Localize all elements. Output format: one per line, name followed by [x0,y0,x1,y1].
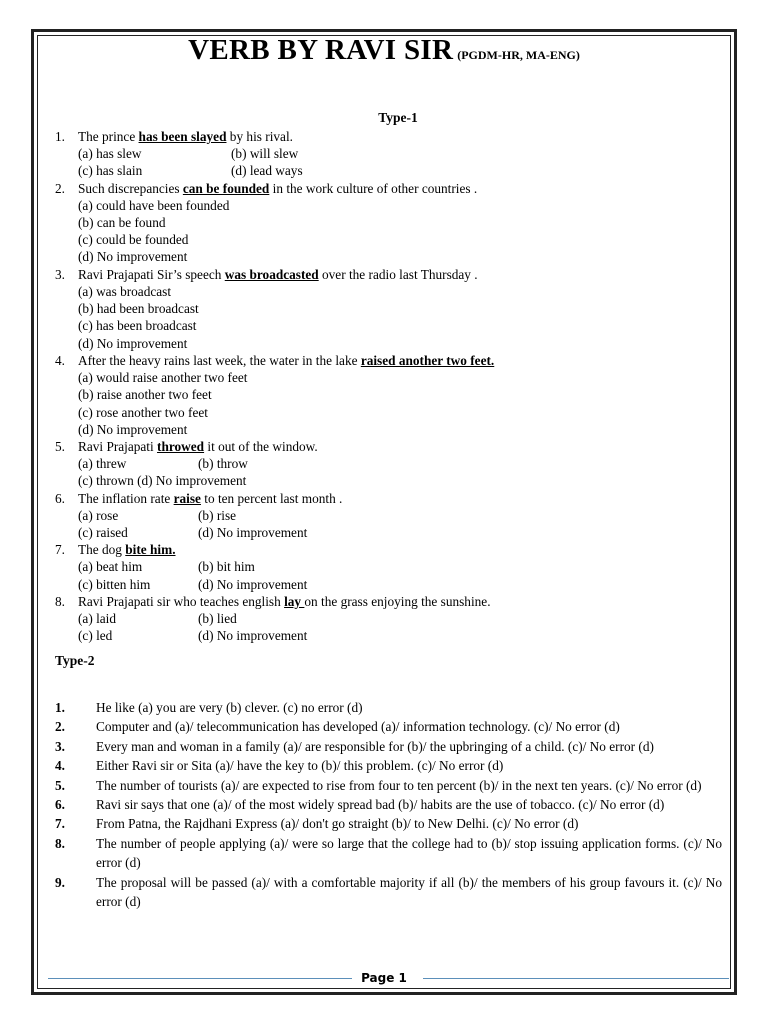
question-text-before: The dog [78,542,126,558]
option-row [55,197,725,214]
option-row [55,610,725,627]
question-text-after: in the work culture of other countries . [269,180,478,196]
option-row [55,558,725,575]
type1-heading: Type-1 [378,110,418,125]
question-line [55,266,725,283]
question-number: 4. [55,352,65,368]
item-text: Either Ravi sir or Sita (a)/ have the key to (b)/ this problem. (c)/ No error (d) [96,758,504,774]
option-row [55,369,725,386]
answer-option: (a) laid [78,610,117,626]
question-number: 5. [55,439,65,455]
type2-heading: Type-2 [55,653,95,668]
answer-option: (b) lied [198,610,237,626]
option-row [55,404,725,421]
answer-option: (d) lead ways [231,163,303,179]
question-text-after: by his rival. [226,129,293,144]
type1-question [55,352,725,438]
type2-item [55,814,722,833]
item-text: The number of people applying (a)/ were so large that the college had to (b)/ stop issuing application forms. (c)/ No error (d) [96,835,722,871]
item-text: He like (a) you are very (b) clever. (c) no error (d) [96,700,363,715]
option-row [55,576,725,593]
answer-option: (c) rose another two feet [78,404,208,420]
item-number: 2. [55,719,65,735]
answer-option: (d) No improvement [198,628,308,644]
type1-question [55,438,725,490]
question-text-before: Ravi Prajapati sir who teaches english [78,593,285,609]
question-line [55,352,725,369]
option-row [55,317,725,334]
answer-option: (d) No improvement [198,525,308,541]
type2-item [55,776,722,795]
option-row [55,524,725,541]
question-text [78,438,318,455]
answer-option: (c) led [78,628,113,644]
answer-option: (b) throw [198,456,248,472]
underlined-phrase: lay [284,593,305,609]
answer-option: (a) threw [78,456,127,472]
item-number: 1. [55,700,65,715]
item-number: 5. [55,777,65,793]
answer-option: (b) will slew [231,146,299,161]
item-number: 6. [55,797,65,813]
question-number: 3. [55,266,65,282]
item-number: 7. [55,816,65,832]
question-text-before: Such discrepancies [78,180,183,196]
underlined-phrase: raised another two feet. [360,352,495,368]
answer-option: (c) could be founded [78,232,189,248]
question-line [55,541,725,558]
underlined-phrase: bite him. [125,542,176,558]
question-number: 7. [55,542,65,558]
type2-item [55,795,722,814]
option-row [55,421,725,438]
question-text [78,266,478,283]
type1-question [55,266,725,352]
answer-option: (b) can be found [78,214,166,230]
question-text [78,180,477,197]
question-number: 6. [55,490,65,506]
underlined-phrase: throwed [157,439,205,455]
title-main: VERB BY RAVI SIR [188,34,454,66]
item-number: 9. [55,874,65,890]
option-row [55,300,725,317]
answer-option: (b) raise another two feet [78,387,212,403]
question-line [55,438,725,455]
question-text [78,352,494,369]
page-title [0,34,768,67]
item-number: 3. [55,738,65,754]
underlined-phrase: can be founded [182,180,270,196]
item-text: The number of tourists (a)/ are expected to rise from four to ten percent (b)/ in the next ten years. (c)/ No error (d) [96,777,702,793]
item-text: Computer and (a)/ telecommunication has developed (a)/ information technology. (c)/ No error (d) [96,719,620,735]
type1-questions [55,128,725,645]
answer-option: (d) No improvement [78,335,188,351]
option-row [55,455,725,472]
page-number: Page 1 [361,971,407,985]
question-text-before: Ravi Prajapati Sir’s speech [78,266,225,282]
question-number: 1. [55,129,65,144]
answer-option: (c) has been broadcast [78,318,197,334]
option-row [55,472,725,489]
option-row [55,507,725,524]
item-text: Ravi sir says that one (a)/ of the most widely spread bad (b)/ habits are the use of tobacco. (c)/ No error (d) [96,797,665,813]
question-text-before: Ravi Prajapati [78,439,158,455]
underlined-phrase: has been slayed [138,129,227,144]
title-sub: (PGDM-HR, MA-ENG) [457,48,580,62]
question-number: 8. [55,593,65,609]
option-row [55,283,725,300]
question-text-after: over the radio last Thursday . [318,266,478,282]
question-text-after: it out of the window. [204,439,318,455]
type2-questions [55,698,722,911]
type2-item [55,717,722,736]
answer-option: (d) No improvement [78,249,188,265]
answer-option: (d) No improvement [78,421,188,437]
question-line [55,180,725,197]
option-row [55,162,725,179]
answer-option: (d) No improvement [198,576,308,592]
underlined-phrase: was broadcasted [224,266,319,282]
item-text: The proposal will be passed (a)/ with a comfortable majority if all (b)/ the members of his group favours it. (c)/ No error (d) [96,874,722,910]
question-text-before: After the heavy rains last week, the water in the lake [78,352,361,368]
question-text [78,593,491,610]
option-row [55,231,725,248]
answer-option: (b) had been broadcast [78,301,199,317]
item-text: Every man and woman in a family (a)/ are responsible for (b)/ the upbringing of a child. (c)/ No error (d) [96,738,654,754]
type2-item [55,873,722,912]
type1-question [55,541,725,593]
question-text-before: The inflation rate [78,490,174,506]
answer-option: (a) beat him [78,559,143,575]
question-text [78,541,176,558]
answer-option: (a) was broadcast [78,283,172,299]
question-line [55,593,725,610]
question-text-before: The prince [78,129,139,144]
question-text [78,128,293,145]
answer-option: (a) rose [78,507,119,523]
question-number: 2. [55,180,65,196]
answer-option: (a) would raise another two feet [78,369,248,385]
item-number: 8. [55,835,65,851]
type2-item [55,756,722,775]
answer-option: (c) has slain [78,163,143,179]
item-number: 4. [55,758,65,774]
option-row [55,214,725,231]
type2-item [55,698,722,717]
question-line [55,128,725,145]
answer-option: (b) bit him [198,559,255,575]
option-row [55,145,725,162]
question-text-after: on the grass enjoying the sunshine. [304,593,491,609]
answer-option: (a) could have been founded [78,197,230,213]
type1-question [55,490,725,542]
type2-item [55,737,722,756]
question-text [78,490,342,507]
answer-option: (a) has slew [78,146,142,161]
item-text: From Patna, the Rajdhani Express (a)/ don't go straight (b)/ to New Delhi. (c)/ No error (d) [96,816,579,832]
type2-item [55,834,722,873]
answer-option: (c) bitten him [78,576,151,592]
answer-option: (c) thrown (d) No improvement [78,473,247,489]
type1-question [55,180,725,266]
option-row [55,627,725,644]
question-line [55,490,725,507]
underlined-phrase: raise [173,490,201,506]
option-row [55,386,725,403]
type1-question [55,128,725,180]
question-text-after: to ten percent last month . [200,490,343,506]
answer-option: (b) rise [198,507,237,523]
type1-question [55,593,725,645]
option-row [55,248,725,265]
option-row [55,335,725,352]
answer-option: (c) raised [78,525,128,541]
